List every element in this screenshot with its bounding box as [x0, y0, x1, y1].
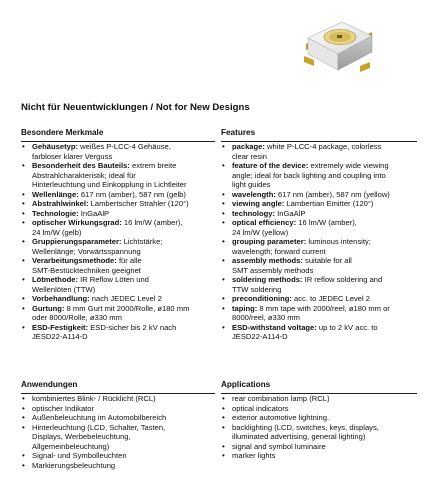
- list-item: [221, 209, 421, 219]
- applications-en-section: [221, 380, 421, 461]
- list-item: [21, 142, 221, 161]
- item-text: Lichtstärke;: [121, 237, 163, 246]
- item-text: JESD22-A114-D: [32, 332, 88, 341]
- applications-de-list: [21, 394, 221, 470]
- list-item: [221, 275, 421, 294]
- list-item: [21, 218, 221, 237]
- list-item: [21, 256, 221, 275]
- item-text: Hinterleuchtung (LCD, Schalter, Tasten,: [32, 422, 166, 432]
- item-text: 16 lm/W (amber),: [121, 218, 183, 227]
- list-item: [221, 199, 421, 209]
- item-text: Wellenlöten (TTW): [32, 284, 96, 294]
- list-item: [221, 451, 421, 461]
- list-item: [21, 275, 221, 294]
- item-text: suitable for all: [302, 256, 352, 265]
- item-text: marker lights: [232, 451, 276, 460]
- list-item: [221, 237, 421, 256]
- item-text: up to 2 kV acc. to: [316, 322, 378, 332]
- item-text: luminous intensity;: [306, 237, 371, 246]
- list-item: [21, 237, 221, 256]
- item-label: assembly methods:: [232, 256, 303, 265]
- list-item: [21, 190, 221, 200]
- list-item: [21, 423, 221, 452]
- item-text: Abstrahlcharakteristik; ideal für: [32, 170, 136, 180]
- list-item: [21, 394, 221, 404]
- item-label: Gurtung:: [32, 303, 65, 313]
- item-label: feature of the device:: [232, 161, 309, 170]
- list-item: [221, 442, 421, 452]
- list-item: [221, 404, 421, 414]
- item-label: ESD-withstand voltage:: [232, 322, 317, 332]
- list-item: [21, 323, 221, 342]
- item-label: grouping parameter:: [232, 237, 307, 246]
- item-label: Besonderheit des Bauteils:: [32, 161, 130, 170]
- item-label: Vorbehandlung:: [32, 294, 90, 303]
- list-item: [221, 294, 421, 304]
- list-item: [21, 451, 221, 461]
- list-item: [221, 394, 421, 404]
- list-item: [221, 190, 421, 200]
- list-item: [221, 413, 421, 423]
- item-text: optical indicators: [232, 403, 289, 413]
- page-heading: Nicht für Neuentwicklungen / Not for New Designs: [21, 102, 250, 113]
- item-label: Gehäusetyp:: [32, 142, 78, 151]
- item-text: light guides: [232, 180, 271, 189]
- item-label: optischer Wirkungsgrad:: [32, 218, 122, 227]
- item-label: ESD-Festigkeit:: [32, 322, 89, 332]
- list-item: [21, 294, 221, 304]
- item-text: 8 mm Gurt mit 2000/Rolle, ø180 mm: [64, 303, 190, 313]
- item-text: 8 mm tape with 2000/reel, ø180 mm or: [257, 303, 390, 313]
- item-text: für alle: [116, 256, 142, 265]
- item-text: Wellenlänge; Vorwärtsspannung: [32, 246, 141, 256]
- list-item: [221, 304, 421, 323]
- item-text: white P-LCC-4 package, colorless: [264, 142, 382, 151]
- item-text: InGaAlP: [78, 208, 110, 218]
- list-item: [221, 423, 421, 442]
- item-label: optical efficiency:: [232, 218, 297, 227]
- item-text: clear resin: [232, 151, 268, 161]
- list-item: [21, 199, 221, 209]
- list-item: [221, 323, 421, 342]
- item-label: package:: [232, 142, 265, 151]
- item-text: extremely wide viewing: [308, 161, 389, 170]
- item-text: illuminated advertising, general lighting): [232, 432, 366, 441]
- item-text: wavelength; forward current: [232, 246, 326, 256]
- item-text: SMT assembly methods: [232, 265, 314, 275]
- applications-de-title: Anwendungen: [21, 380, 78, 389]
- item-text: Hinterleuchtung und Einkopplung in Lichtleiter: [32, 180, 187, 189]
- item-text: 16 lm/W (amber),: [296, 218, 357, 227]
- item-label: taping:: [232, 303, 258, 313]
- list-item: [221, 256, 421, 275]
- item-text: Displays, Werbebeleuchtung,: [32, 432, 131, 441]
- item-label: Wellenlänge:: [32, 189, 79, 199]
- item-text: acc. to JEDEC Level 2: [291, 294, 370, 303]
- item-label: Technologie:: [32, 208, 79, 218]
- item-text: kombiniertes Blink- / Rücklicht (RCL): [32, 394, 156, 403]
- features-en-title: Features: [221, 128, 256, 137]
- features-en-list: [221, 142, 421, 342]
- item-text: IR reflow soldering and: [302, 275, 383, 284]
- item-text: Signal- und Symbolleuchten: [32, 451, 127, 460]
- item-text: extrem breite: [129, 161, 177, 170]
- item-text: IR Reflow Löten und: [77, 275, 149, 284]
- item-text: SMT-Bestücktechniken geeignet: [32, 265, 141, 275]
- item-text: Lambertian Emitter (120°): [284, 199, 374, 208]
- item-text: Markierungsbeleuchtung: [32, 460, 116, 470]
- item-label: viewing angle:: [232, 199, 285, 208]
- item-text: Außenbeleuchtung im Automobilbereich: [32, 413, 167, 422]
- item-text: exterior automotive lightning.: [232, 413, 330, 422]
- item-label: Abstrahlwinkel:: [32, 199, 89, 208]
- item-label: wavelength:: [232, 189, 276, 199]
- item-label: soldering methods:: [232, 275, 303, 284]
- item-label: Gruppierungsparameter:: [32, 237, 122, 246]
- list-item: [21, 461, 221, 471]
- item-text: 24 lm/W (yellow): [232, 227, 289, 237]
- item-text: signal and symbol luminaire: [232, 441, 326, 451]
- list-item: [221, 218, 421, 237]
- item-text: nach JEDEC Level 2: [89, 294, 162, 303]
- item-text: 24 lm/W (gelb): [32, 227, 82, 237]
- item-text: TTW soldering: [232, 284, 282, 294]
- features-de-title: Besondere Merkmale: [21, 128, 104, 137]
- features-de-section: [21, 128, 221, 342]
- item-text: Allgemeinbeleuchtung): [32, 441, 110, 451]
- list-item: [21, 404, 221, 414]
- item-label: technology:: [232, 208, 276, 218]
- item-text: 617 nm (amber), 587 nm (gelb): [78, 189, 186, 199]
- applications-de-section: [21, 380, 221, 470]
- item-text: ESD-sicher bis 2 kV nach: [88, 322, 177, 332]
- item-text: JESD22-A114-D: [232, 332, 288, 341]
- item-text: Lambertscher Strahler (120°): [88, 199, 189, 208]
- list-item: [21, 209, 221, 219]
- applications-en-list: [221, 394, 421, 461]
- list-item: [21, 304, 221, 323]
- item-text: 617 nm (amber), 587 nm (yellow): [275, 189, 390, 199]
- item-text: angle; ideal for back lighting and coupling into: [232, 170, 386, 180]
- item-label: preconditioning:: [232, 294, 292, 303]
- item-text: backlighting (LCD, switches, keys, displays,: [232, 422, 379, 432]
- item-label: Verarbeitungsmethode:: [32, 256, 117, 265]
- list-item: [221, 142, 421, 161]
- list-item: [21, 161, 221, 190]
- item-text: oder 8000/Rolle, ø330 mm: [32, 313, 122, 322]
- applications-en-title: Applications: [221, 380, 271, 389]
- item-text: farbloser klarer Verguss: [32, 151, 113, 161]
- item-text: optischer Indikator: [32, 403, 95, 413]
- features-en-section: [221, 128, 421, 342]
- item-text: rear combination lamp (RCL): [232, 394, 330, 403]
- item-text: 8000/reel, ø330 mm: [232, 313, 300, 322]
- item-text: weißes P-LCC-4 Gehäuse,: [78, 142, 171, 151]
- item-text: InGaAlP: [275, 208, 306, 218]
- list-item: [21, 413, 221, 423]
- list-item: [221, 161, 421, 190]
- item-label: Lötmethode:: [32, 275, 78, 284]
- features-de-list: [21, 142, 221, 342]
- led-product-photo: [298, 14, 380, 78]
